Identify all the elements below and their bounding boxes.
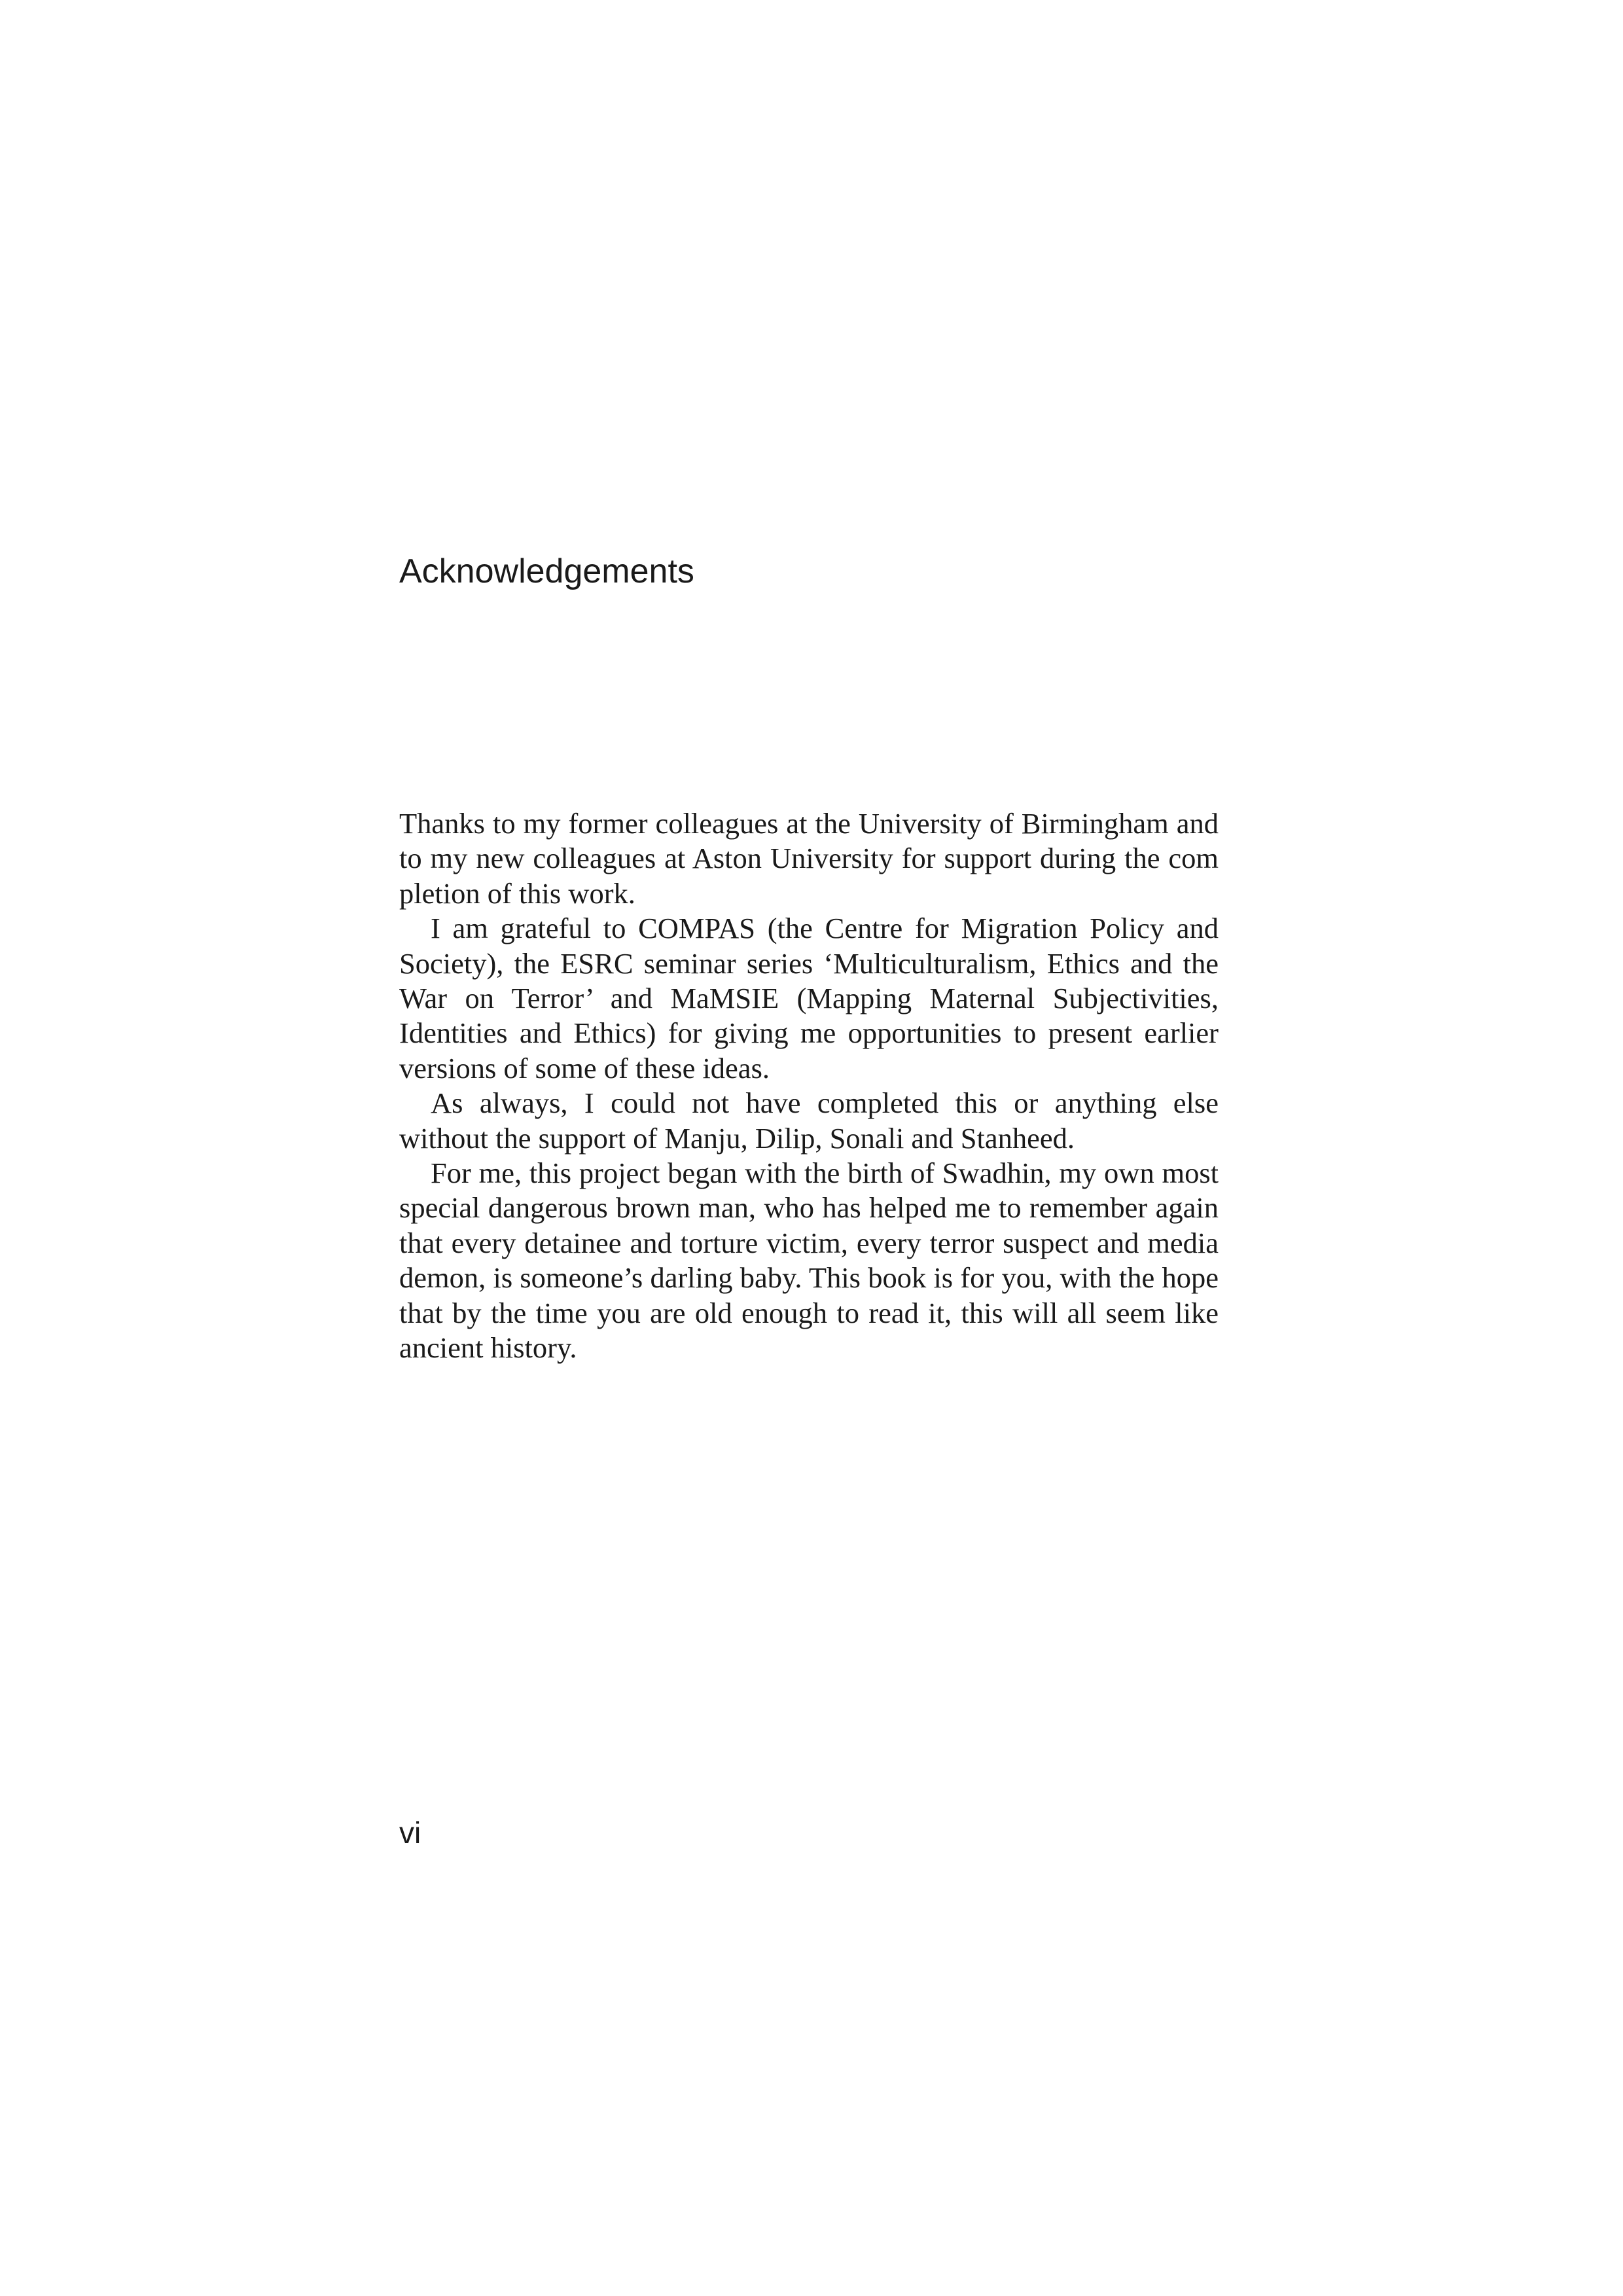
paragraph-1 — [399, 806, 1219, 911]
line: Thanks to my former colleagues at the University of Birmingham and — [399, 807, 1219, 840]
page-title: Acknowledgements — [399, 552, 694, 590]
line: that every detainee and torture victim, every terror suspect and media — [399, 1226, 1219, 1259]
line: that by the time you are old enough to read it, this will all seem like — [399, 1296, 1219, 1329]
line: versions of some of these ideas. — [399, 1051, 770, 1085]
line: ancient history. — [399, 1331, 577, 1365]
paragraph-2 — [399, 911, 1219, 1086]
line: As always, I could not have completed this or anything else without — [399, 1086, 1219, 1155]
line: the support of Manju, Dilip, Sonali and Stanheed. — [495, 1121, 1075, 1155]
line: pletion of this work. — [399, 876, 635, 910]
line: War on Terror’ and MaMSIE (Mapping Maternal Subjectivities, — [399, 982, 1219, 1015]
line: Identities and Ethics) for giving me opportunities to present earlier — [399, 1016, 1219, 1050]
paragraph-4 — [399, 1156, 1219, 1365]
line: to my new colleagues at Aston University for support during the com — [399, 842, 1219, 875]
line: I am grateful to COMPAS (the Centre for Migration Policy and — [431, 912, 1219, 945]
line: special dangerous brown man, who has helped me to remember again — [399, 1191, 1219, 1225]
paragraph-3 — [399, 1086, 1219, 1156]
page-number: vi — [399, 1816, 421, 1850]
acknowledgements-body — [399, 806, 1219, 1366]
line: For me, this project began with the birth of Swadhin, my own most — [431, 1157, 1219, 1190]
line: demon, is someone’s darling baby. This book is for you, with the hope — [399, 1261, 1219, 1295]
line: Society), the ESRC seminar series ‘Multiculturalism, Ethics and the — [399, 946, 1219, 980]
